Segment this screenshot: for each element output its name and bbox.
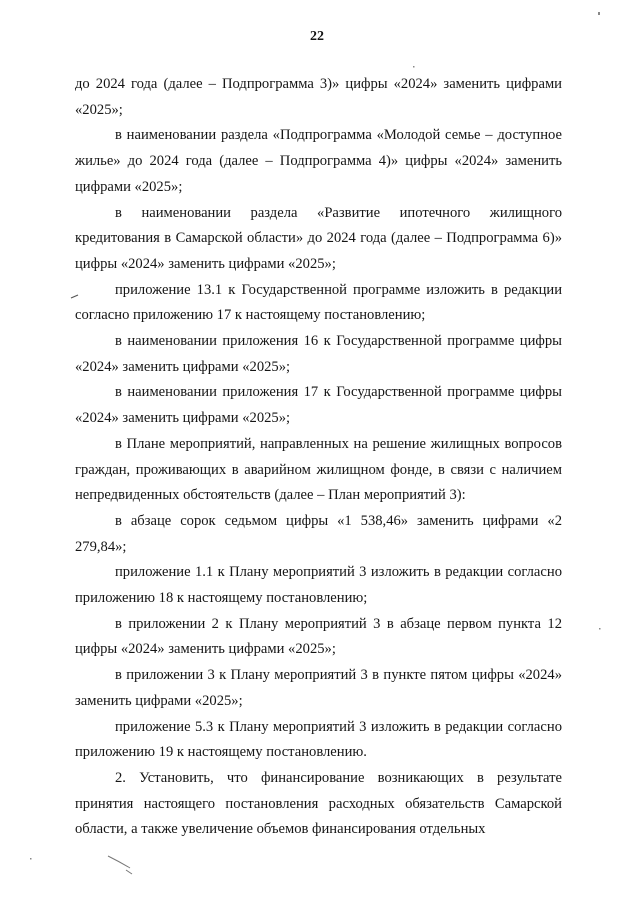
paragraph: до 2024 года (далее – Подпрограмма 3)» цифры «2024» заменить цифрами «2025»; (75, 76, 562, 118)
paragraph: в наименовании приложения 16 к Государственной программе цифры «2024» заменить цифрами «2025»; (75, 333, 562, 375)
paragraph: приложение 5.3 к Плану мероприятий 3 изложить в редакции согласно приложению 19 к настоящему постановлению. (75, 718, 562, 761)
paragraph: в наименовании приложения 17 к Государственной программе цифры «2024» заменить цифрами «2025»; (75, 384, 562, 427)
paragraph: приложение 13.1 к Государственной программе изложить в редакции согласно приложению 17 к настоящему постановлению; (75, 281, 562, 324)
pen-mark-bottom (108, 856, 132, 874)
page-number: 22 (310, 29, 324, 44)
paragraph: приложение 1.1 к Плану мероприятий 3 изложить в редакции согласно приложению 18 к настоящему постановлению; (75, 564, 562, 607)
paragraph: в Плане мероприятий, направленных на решение жилищных вопросов граждан, проживающих в аварийном жилищном фонде, в связи с наличием непредвиденных обстоятельств (далее – План мероприятий 3): (75, 435, 562, 504)
paragraph: в абзаце сорок седьмом цифры «1 538,46» заменить цифрами «2 279,84»; (75, 512, 562, 555)
paragraph: в наименовании раздела «Развитие ипотечного жилищного кредитования в Самарской области» до 2024 года (далее – Подпрограмма 6)» цифры «2024» заменить цифрами «2025»; (75, 204, 562, 272)
paragraph: в приложении 3 к Плану мероприятий 3 в пункте пятом цифры «2024» заменить цифрами «2025»; (75, 667, 562, 709)
paragraph: в наименовании раздела «Подпрограмма «Молодой семье – доступное жилье» до 2024 года (далее – Подпрограмма 4)» цифры «2024» заменить цифрами «2025»; (75, 127, 562, 195)
document-body (75, 72, 562, 843)
paragraph: в приложении 2 к Плану мероприятий 3 в абзаце первом пункта 12 цифры «2024» заменить цифрами «2025»; (75, 615, 562, 658)
paragraph: 2. Установить, что финансирование возникающих в результате принятия настоящего постановления расходных обязательств Самарской области, а также увеличение объемов финансирования отдельных (75, 769, 562, 838)
